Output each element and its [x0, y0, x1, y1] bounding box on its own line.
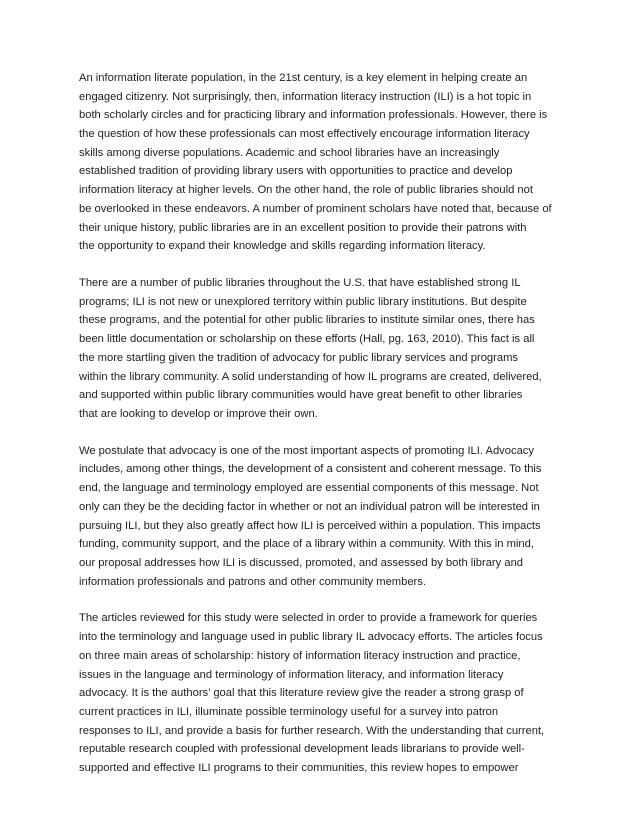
text-line: The articles reviewed for this study were selected in order to provide a framework for queries — [79, 612, 538, 625]
text-line: An information literate population, in the 21st century, is a key element in helping create an — [79, 72, 528, 84]
body-text — [79, 69, 569, 796]
text-line: the opportunity to expand their knowledge and skills regarding information literacy. — [79, 240, 486, 253]
text-line: funding, community support, and the place of a library within a community. With this in mind, — [79, 538, 534, 551]
text-line: supported and effective ILI programs to their communities, this review hopes to empower — [79, 761, 519, 774]
text-line: information professionals and patrons and other community members. — [79, 575, 426, 588]
text-line: and supported within public library communities would have great benefit to other libraries — [79, 389, 523, 402]
text-line: been little documentation or scholarship on these efforts (Hall, pg. 163, 2010). This fact is all — [79, 333, 535, 346]
text-line: that are looking to develop or improve their own. — [79, 407, 318, 420]
paragraph-1 — [79, 69, 569, 256]
paragraph-2 — [79, 274, 569, 424]
text-line: pursuing ILI, but they also greatly affect how ILI is perceived within a population. This impacts — [79, 519, 541, 532]
text-line: current practices in ILI, illuminate possible terminology useful for a survey into patron — [79, 705, 499, 718]
text-line: end, the language and terminology employed are essential components of this message. Not — [79, 482, 539, 495]
text-line: advocacy. It is the authors’ goal that this literature review give the reader a strong grasp of — [79, 687, 524, 700]
paragraph-4 — [79, 609, 569, 777]
text-line: into the terminology and language used in public library IL advocacy efforts. The articles focus — [79, 631, 543, 644]
text-line: engaged citizenry. Not surprisingly, then, information literacy instruction (ILI) is a hot topic in — [79, 90, 532, 103]
text-line: their unique history, public libraries are in an excellent position to provide their patrons with — [79, 221, 527, 234]
text-line: the more startling given the tradition of advocacy for public library services and programs — [79, 351, 519, 364]
text-line: both scholarly circles and for practicing library and information professionals. However, there is — [79, 109, 548, 122]
text-line: skills among diverse populations. Academic and school libraries have an increasingly — [79, 146, 500, 159]
text-line: the question of how these professionals can most effectively encourage information literacy — [79, 128, 530, 141]
text-line: these programs, and the potential for other public libraries to institute similar ones, there has — [79, 314, 535, 327]
text-line: issues in the language and terminology of information literacy, and information literacy — [79, 668, 504, 681]
text-line: our proposal addresses how ILI is discussed, promoted, and assessed by both library and — [79, 556, 524, 569]
text-line: be overlooked in these endeavors. A number of prominent scholars have noted that, because of — [79, 202, 552, 215]
text-line: only can they be the deciding factor in whether or not an individual patron will be interested in — [79, 500, 540, 513]
paragraph-3 — [79, 442, 569, 592]
text-line: programs; ILI is not new or unexplored territory within public library institutions. But despite — [79, 295, 527, 308]
text-line: information literacy at higher levels. On the other hand, the role of public libraries should not — [79, 184, 533, 197]
text-line: There are a number of public libraries throughout the U.S. that have established strong IL — [79, 277, 521, 290]
text-line: responses to ILI, and provide a basis for further research. With the understanding that current, — [79, 724, 545, 737]
text-line: includes, among other things, the development of a consistent and coherent message. To this — [79, 463, 542, 476]
text-line: We postulate that advocacy is one of the most important aspects of promoting ILI. Advocacy — [79, 444, 534, 457]
text-line: on three main areas of scholarship: history of information literacy instruction and practice, — [79, 649, 521, 662]
text-line: within the library community. A solid understanding of how IL programs are created, delivered, — [79, 370, 542, 383]
text-line: established tradition of providing library users with opportunities to practice and develop — [79, 165, 513, 178]
text-line: reputable research coupled with professional development leads librarians to provide well- — [79, 743, 525, 756]
